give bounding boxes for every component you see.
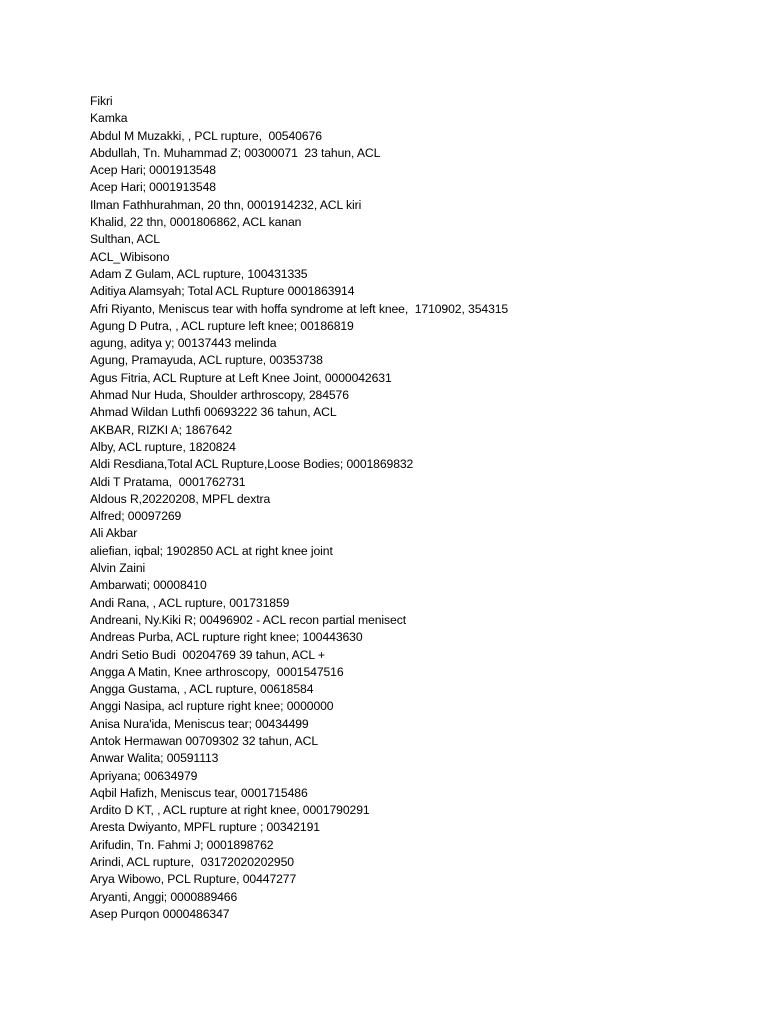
list-item: Angga Gustama, , ACL rupture, 00618584 — [90, 682, 314, 697]
list-item: Ali Akbar — [90, 526, 138, 541]
list-item: Arindi, ACL rupture, 03172020202950 — [90, 855, 294, 870]
list-item: Aldi Resdiana,Total ACL Rupture,Loose Bodies; 0001869832 — [90, 457, 414, 472]
list-item: Angga A Matin, Knee arthroscopy, 0001547516 — [90, 664, 344, 679]
list-item: Anggi Nasipa, acl rupture right knee; 0000000 — [90, 699, 334, 714]
list-item: Antok Hermawan 00709302 32 tahun, ACL — [90, 733, 319, 748]
list-item: Arya Wibowo, PCL Rupture, 00447277 — [90, 872, 297, 887]
list-item: Alby, ACL rupture, 1820824 — [90, 439, 236, 454]
list-item: Agus Fitria, ACL Rupture at Left Knee Joint, 0000042631 — [90, 370, 392, 385]
list-item: Alfred; 00097269 — [90, 509, 182, 524]
list-item: Ahmad Nur Huda, Shoulder arthroscopy, 284576 — [90, 388, 349, 403]
list-item: Acep Hari; 0001913548 — [90, 180, 216, 195]
list-item: Aryanti, Anggi; 0000889466 — [90, 889, 238, 904]
list-item: AKBAR, RIZKI A; 1867642 — [90, 422, 232, 437]
list-item: Fikri — [90, 94, 113, 108]
list-item: Kamka — [90, 111, 128, 126]
list-item: Andreas Purba, ACL rupture right knee; 100443630 — [90, 630, 363, 645]
list-item: Apriyana; 00634979 — [90, 768, 198, 783]
list-item: Aresta Dwiyanto, MPFL rupture ; 00342191 — [90, 820, 320, 835]
list-item: Ahmad Wildan Luthfi 00693222 36 tahun, ACL — [90, 405, 337, 420]
list-item: Ambarwati; 00008410 — [90, 578, 207, 593]
list-item: Agung, Pramayuda, ACL rupture, 00353738 — [90, 353, 323, 368]
list-item: Abdullah, Tn. Muhammad Z; 00300071 23 tahun, ACL — [90, 145, 381, 160]
list-item: Ardito D KT, , ACL rupture at right knee, 0001790291 — [90, 803, 370, 818]
list-item: Aditiya Alamsyah; Total ACL Rupture 0001863914 — [90, 284, 355, 299]
list-item: Abdul M Muzakki, , PCL rupture, 00540676 — [90, 128, 322, 143]
list-item: Anwar Walita; 00591113 — [90, 751, 219, 766]
list-item: agung, aditya y; 00137443 melinda — [90, 336, 277, 351]
list-item: aliefian, iqbal; 1902850 ACL at right knee joint — [90, 543, 333, 558]
list-item: Anisa Nura'ida, Meniscus tear; 00434499 — [90, 716, 309, 731]
list-item: Adam Z Gulam, ACL rupture, 100431335 — [90, 266, 308, 281]
list-item: Khalid, 22 thn, 0001806862, ACL kanan — [90, 215, 302, 230]
list-item: ACL_Wibisono — [90, 249, 170, 264]
list-item: Acep Hari; 0001913548 — [90, 163, 216, 178]
patient-list — [90, 93, 750, 923]
list-item: Sulthan, ACL — [90, 232, 160, 247]
list-item: Arifudin, Tn. Fahmi J; 0001898762 — [90, 837, 274, 852]
list-item: Andri Setio Budi 00204769 39 tahun, ACL + — [90, 647, 325, 662]
list-item: Ilman Fathhurahman, 20 thn, 0001914232, ACL kiri — [90, 197, 362, 212]
list-item: Afri Riyanto, Meniscus tear with hoffa syndrome at left knee, 1710902, 354315 — [90, 301, 509, 316]
list-item: Aldi T Pratama, 0001762731 — [90, 474, 246, 489]
list-item: Agung D Putra, , ACL rupture left knee; 00186819 — [90, 318, 354, 333]
list-item: Aqbil Hafizh, Meniscus tear, 0001715486 — [90, 785, 308, 800]
list-item: Aldous R,20220208, MPFL dextra — [90, 491, 271, 506]
list-item: Asep Purqon 0000486347 — [90, 906, 230, 921]
list-item: Andi Rana, , ACL rupture, 001731859 — [90, 595, 290, 610]
list-item: Andreani, Ny.Kiki R; 00496902 - ACL recon partial menisect — [90, 612, 406, 627]
list-item: Alvin Zaini — [90, 561, 146, 576]
